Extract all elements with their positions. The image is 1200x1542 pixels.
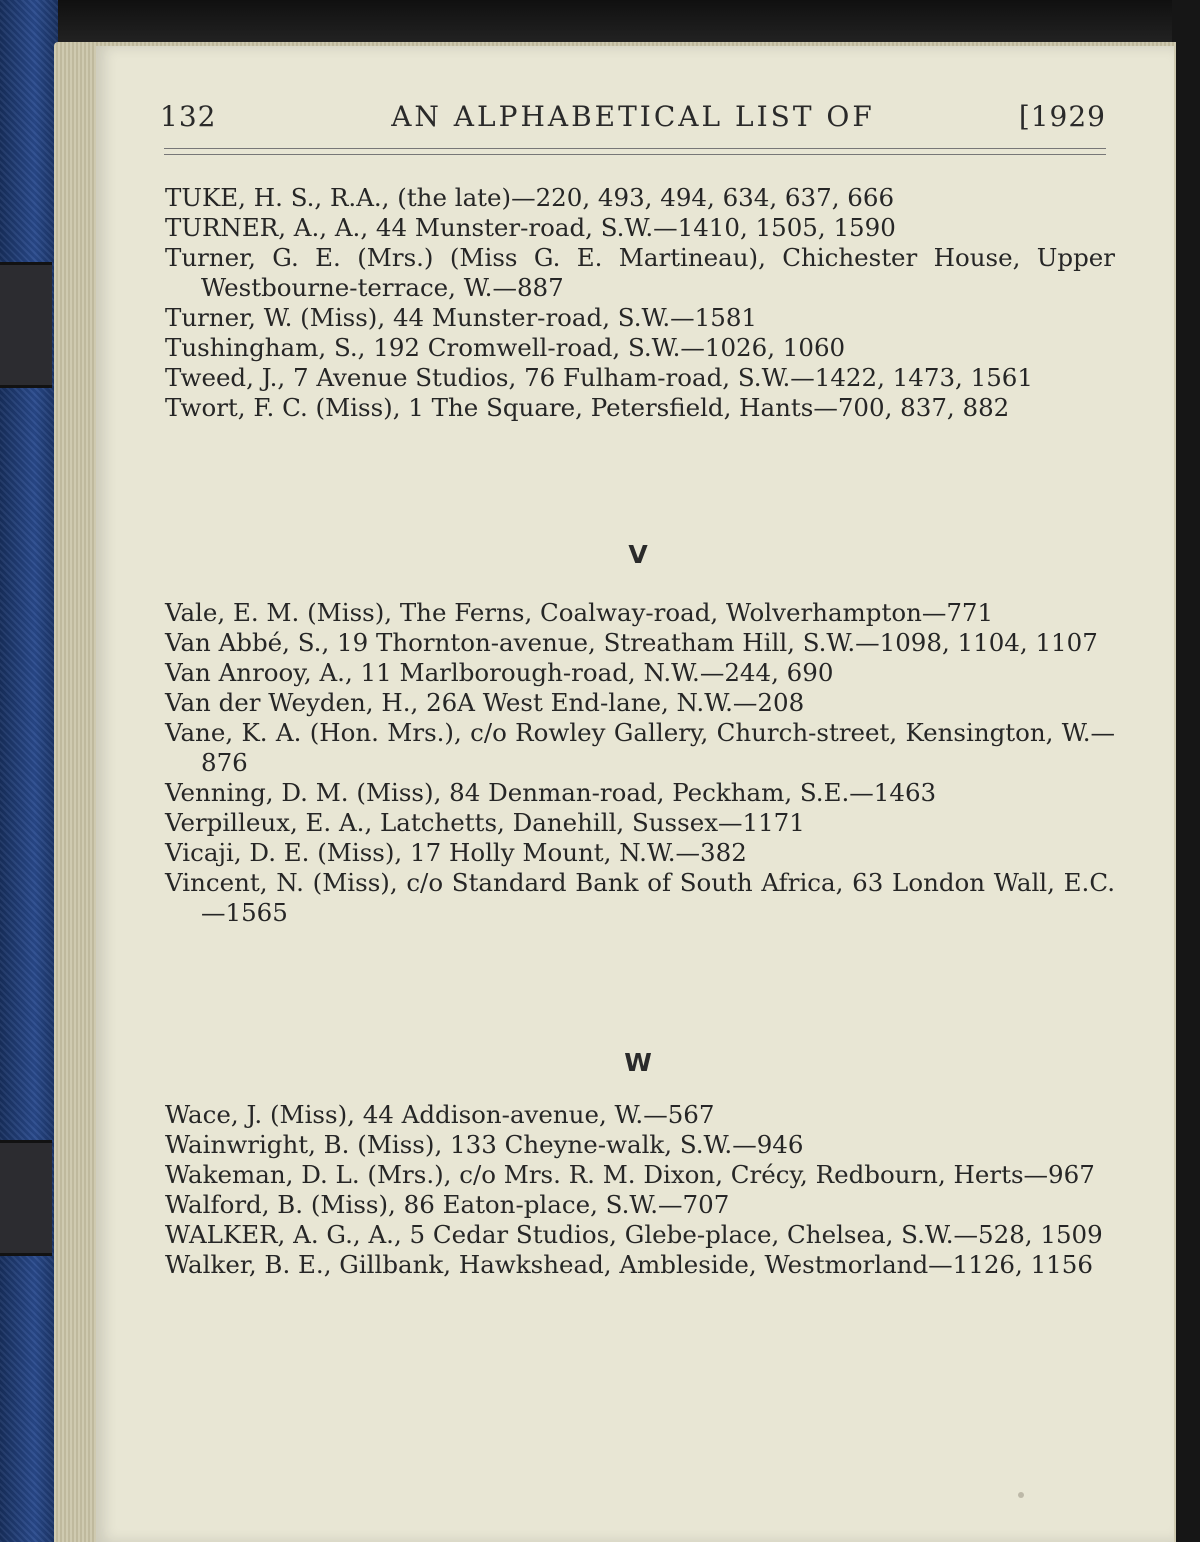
list-entry: Vane, K. A. (Hon. Mrs.), c/o Rowley Gallery, Church-street, Kensington, W.—876: [165, 718, 1115, 777]
entries-v: [165, 598, 1115, 928]
list-entry: Van der Weyden, H., 26A West End-lane, N.W.—208: [165, 688, 805, 717]
paper-speck: [1018, 1492, 1024, 1498]
list-entry: Venning, D. M. (Miss), 84 Denman-road, Peckham, S.E.—1463: [165, 778, 937, 807]
list-entry: Walford, B. (Miss), 86 Eaton-place, S.W.—707: [165, 1190, 730, 1219]
book-binding-right: [1172, 0, 1200, 1542]
list-entry: Turner, G. E. (Mrs.) (Miss G. E. Martineau), Chichester House, Upper Westbourne-terrace, W.—887: [165, 243, 1115, 302]
list-entry: Verpilleux, E. A., Latchetts, Danehill, Sussex—1171: [165, 808, 805, 837]
section-heading-v: V: [628, 540, 648, 569]
list-entry: Vincent, N. (Miss), c/o Standard Bank of South Africa, 63 London Wall, E.C.—1565: [165, 868, 1115, 927]
entries-t: [165, 183, 1115, 423]
list-entry: Van Anrooy, A., 11 Marlborough-road, N.W.—244, 690: [165, 658, 834, 687]
page-number: 132: [160, 100, 217, 133]
running-title: AN ALPHABETICAL LIST OF: [391, 100, 875, 133]
list-entry: TUKE, H. S., R.A., (the late)—220, 493, 494, 634, 637, 666: [165, 183, 895, 212]
book-cloth-binding: [0, 0, 58, 1542]
list-entry: Vale, E. M. (Miss), The Ferns, Coalway-road, Wolverhampton—771: [165, 598, 994, 627]
page-year: [1929: [1018, 100, 1106, 133]
header-double-rule: [164, 148, 1106, 155]
list-entry: Wace, J. (Miss), 44 Addison-avenue, W.—567: [165, 1100, 715, 1129]
list-entry: Wainwright, B. (Miss), 133 Cheyne-walk, S.W.—946: [165, 1130, 804, 1159]
list-entry: Twort, F. C. (Miss), 1 The Square, Petersfield, Hants—700, 837, 882: [165, 393, 1010, 422]
list-entry: Walker, B. E., Gillbank, Hawkshead, Ambleside, Westmorland—1126, 1156: [165, 1250, 1093, 1279]
binding-tab-upper: [0, 262, 52, 388]
binding-tab-lower: [0, 1140, 52, 1256]
section-heading-w: W: [624, 1048, 652, 1077]
list-entry: TURNER, A., A., 44 Munster-road, S.W.—1410, 1505, 1590: [165, 213, 896, 242]
entries-w: [165, 1100, 1115, 1280]
page-header: [160, 100, 1106, 140]
list-entry: WALKER, A. G., A., 5 Cedar Studios, Glebe-place, Chelsea, S.W.—528, 1509: [165, 1220, 1103, 1249]
list-entry: Wakeman, D. L. (Mrs.), c/o Mrs. R. M. Dixon, Crécy, Redbourn, Herts—967: [165, 1160, 1095, 1189]
list-entry: Vicaji, D. E. (Miss), 17 Holly Mount, N.W.—382: [165, 838, 747, 867]
list-entry: Tweed, J., 7 Avenue Studios, 76 Fulham-road, S.W.—1422, 1473, 1561: [165, 363, 1033, 392]
list-entry: Van Abbé, S., 19 Thornton-avenue, Streatham Hill, S.W.—1098, 1104, 1107: [165, 628, 1098, 657]
list-entry: Tushingham, S., 192 Cromwell-road, S.W.—1026, 1060: [165, 333, 846, 362]
list-entry: Turner, W. (Miss), 44 Munster-road, S.W.—1581: [165, 303, 758, 332]
